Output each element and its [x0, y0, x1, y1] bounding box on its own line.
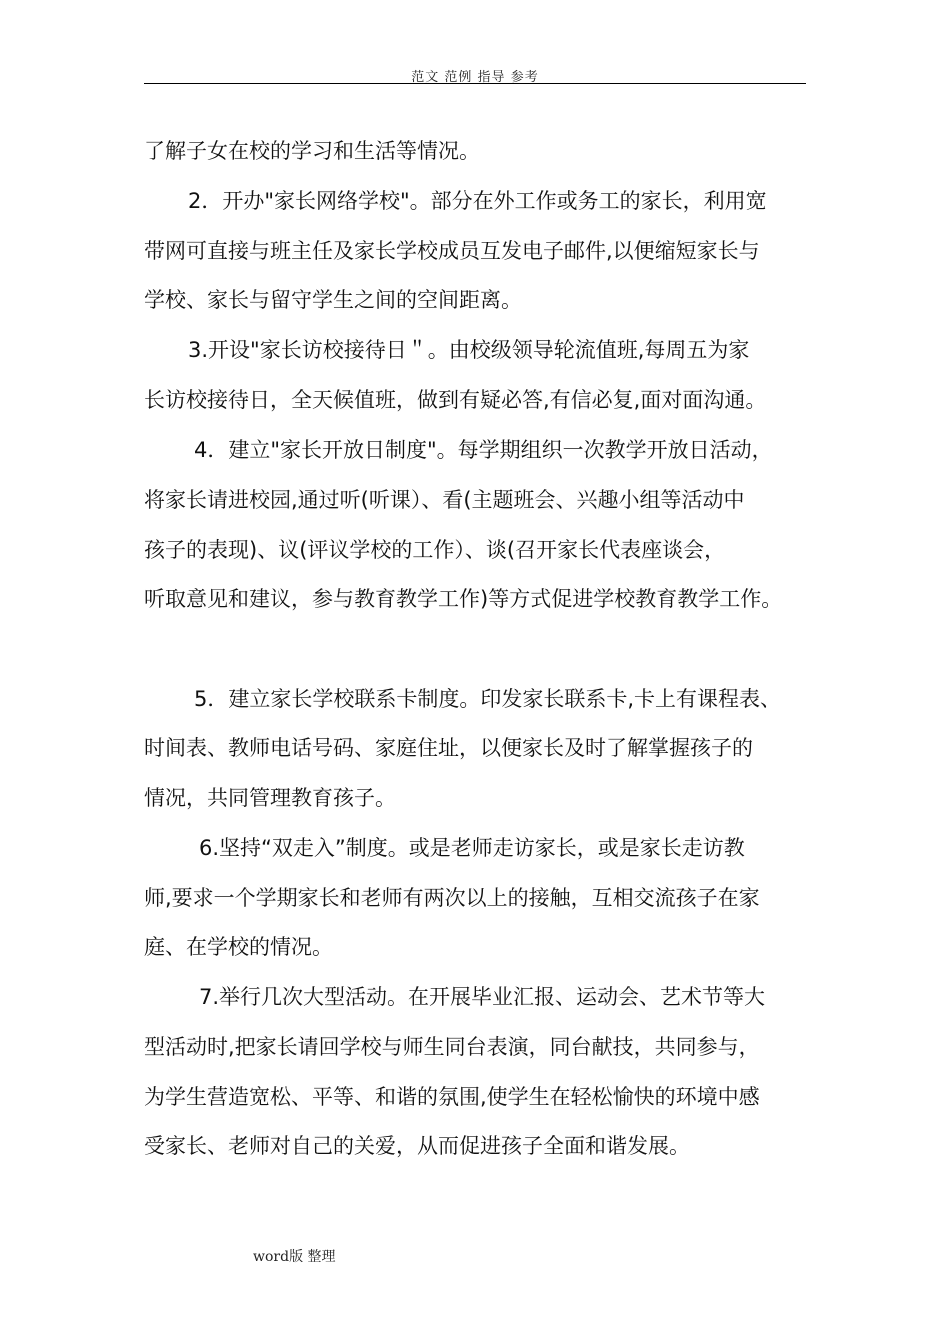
body-line: 了解子女在校的学习和生活等情况。 [144, 139, 480, 163]
body-line: 7.举行几次大型活动。在开展毕业汇报、运动会、艺术节等大 [199, 985, 766, 1009]
body-line: 时间表、教师电话号码、家庭住址，以便家长及时了解掌握孩子的 [144, 736, 753, 760]
body-line: 长访校接待日，全天候值班，做到有疑必答,有信必复,面对面沟通。 [144, 388, 767, 412]
body-line: 孩子的表现)、议(评议学校的工作）、谈(召开家长代表座谈会， [144, 538, 726, 562]
body-line: 听取意见和建议，参与教育教学工作)等方式促进学校教育教学工作。 [144, 587, 783, 611]
body-line: 6.坚持“双走入”制度。或是老师走访家长，或是家长走访教 [199, 836, 745, 860]
body-line: 带网可直接与班主任及家长学校成员互发电子邮件,以便缩短家长与 [144, 239, 760, 263]
body-line: 受家长、老师对自己的关爱，从而促进孩子全面和谐发展。 [144, 1134, 690, 1158]
page-header: 范文 范例 指导 参考 [411, 70, 539, 85]
body-line: 将家长请进校园,通过听(听课）、看(主题班会、兴趣小组等活动中 [144, 488, 745, 512]
body-line: 型活动时,把家长请回学校与师生同台表演，同台献技，共同参与， [144, 1035, 760, 1059]
body-line: 5．建立家长学校联系卡制度。印发家长联系卡,卡上有课程表、 [194, 687, 782, 711]
page-footer: word版 整理 [253, 1249, 336, 1265]
body-line: 庭、在学校的情况。 [144, 935, 333, 959]
body-line: 情况，共同管理教育孩子。 [144, 786, 396, 810]
body-line: 学校、家长与留守学生之间的空间距离。 [144, 288, 522, 312]
body-line: 3.开设"家长访校接待日＂。由校级领导轮流值班,每周五为家 [188, 338, 750, 362]
body-line: 2．开办"家长网络学校"。部分在外工作或务工的家长，利用宽 [188, 189, 767, 213]
body-line: 为学生营造宽松、平等、和谐的氛围,使学生在轻松愉快的环境中感 [144, 1085, 760, 1109]
header-rule [144, 83, 806, 84]
body-line: 师,要求一个学期家长和老师有两次以上的接触，互相交流孩子在家 [144, 886, 760, 910]
body-line: 4．建立"家长开放日制度"。每学期组织一次教学开放日活动， [194, 438, 773, 462]
